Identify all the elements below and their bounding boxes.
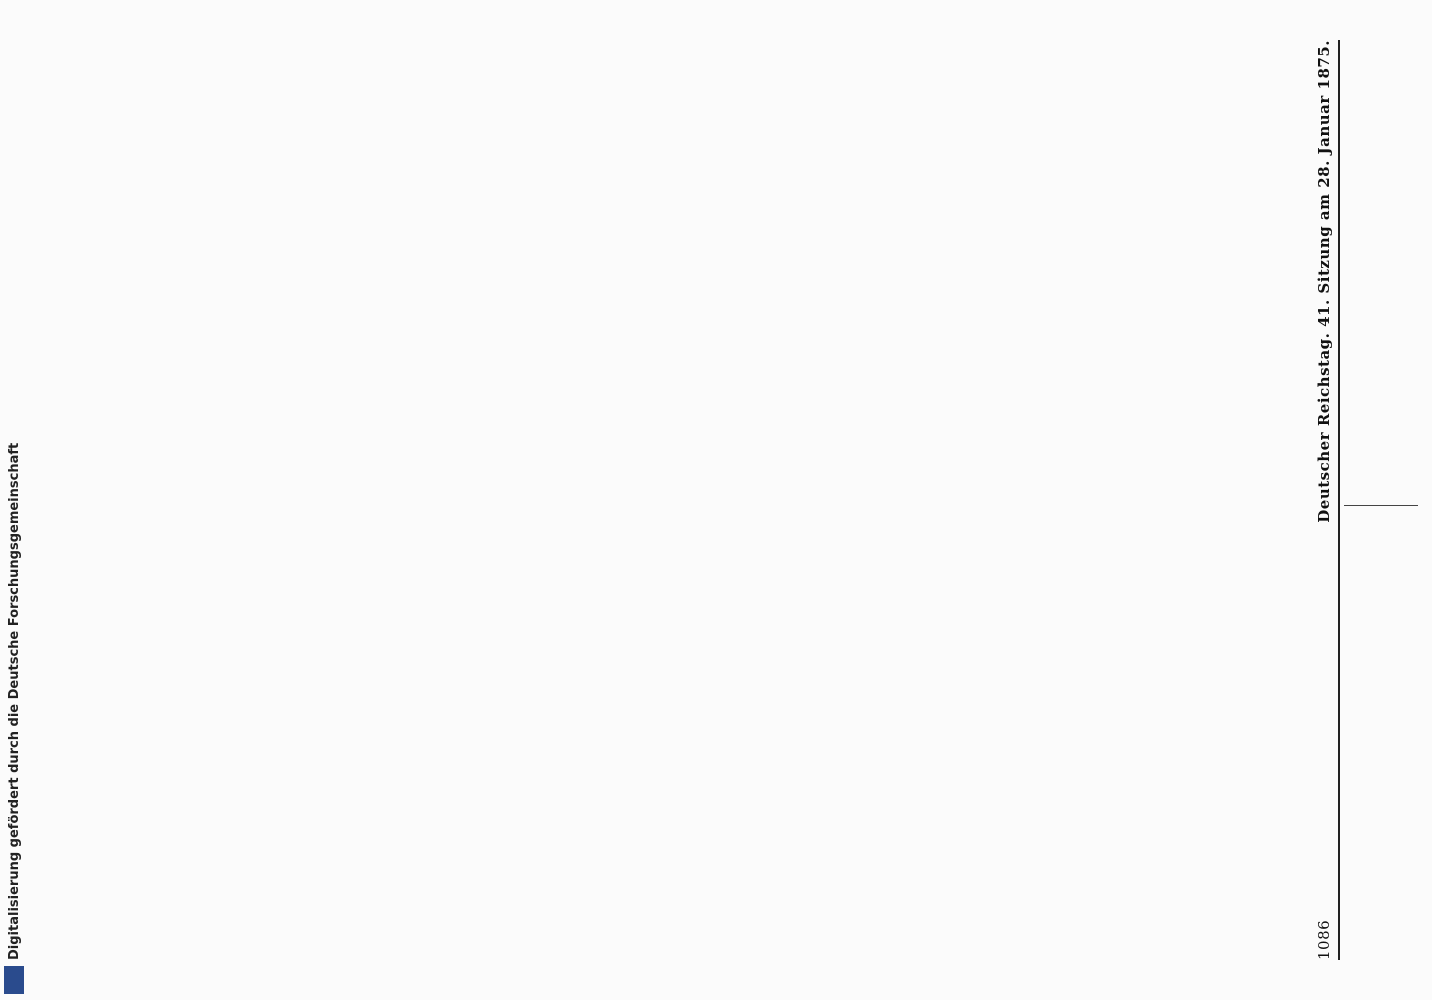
header-rule [1338,40,1340,960]
page-number: 1086 [1315,919,1333,960]
digitization-footer [0,0,30,1000]
funding-credit: Digitalisierung gefördert durch die Deutsche Forschungsgemeinschaft [7,442,22,960]
text-column-right [1344,42,1418,490]
dfg-logo [4,966,24,994]
column-divider [1344,505,1418,506]
running-title: Deutscher Reichstag. 41. Sitzung am 28. Januar 1875. [1315,40,1333,523]
text-column-left [1344,522,1418,958]
running-header [1313,40,1335,960]
